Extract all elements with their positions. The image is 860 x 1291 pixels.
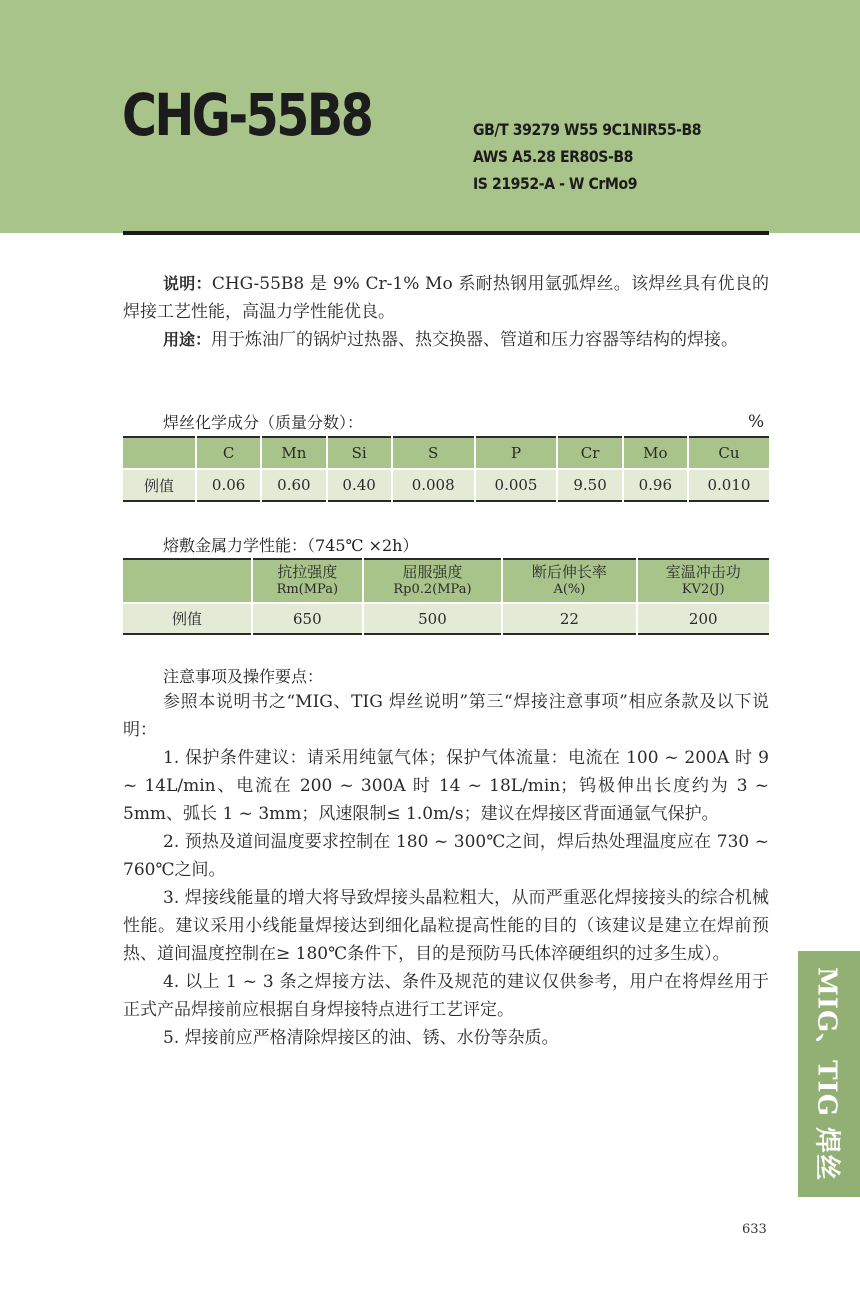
notes-intro: 参照本说明书之“MIG、TIG 焊丝说明”第三“焊接注意事项”相应条款及以下说明： xyxy=(123,692,769,740)
chemical-value-cell: 0.40 xyxy=(327,469,392,501)
mechanical-condition: （745℃ ×2h） xyxy=(307,536,419,555)
mechanical-table xyxy=(123,558,769,635)
chemical-value-cell: 0.60 xyxy=(261,469,326,501)
mechanical-header-name: 断后伸长率 xyxy=(531,563,607,581)
chemical-table xyxy=(123,436,769,502)
chemical-value-cell: 9.50 xyxy=(557,469,622,501)
mechanical-header-cell xyxy=(637,559,770,603)
standard-aws: AWS A5.28 ER80S-B8 xyxy=(473,147,634,166)
mechanical-header-cell xyxy=(502,559,636,603)
mechanical-header-cell xyxy=(363,559,503,603)
mechanical-value-row xyxy=(123,603,769,634)
mechanical-header-row xyxy=(123,559,769,603)
mechanical-row-label: 例值 xyxy=(123,603,252,634)
chemical-row-label: 例值 xyxy=(123,469,196,501)
usage-paragraph xyxy=(123,326,769,354)
mechanical-header-name: 抗拉强度 xyxy=(277,563,338,581)
description-label: 说明： xyxy=(163,274,212,293)
chemical-header-cell: C xyxy=(196,437,261,469)
chemical-header-row xyxy=(123,437,769,469)
page-number: 633 xyxy=(742,1222,767,1237)
product-title: CHG-55B8 xyxy=(122,81,372,149)
chemical-header-cell: Cr xyxy=(557,437,622,469)
notes-item: 5. 焊接前应严格清除焊接区的油、锈、水份等杂质。 xyxy=(163,1028,559,1048)
usage-label: 用途： xyxy=(163,330,212,349)
chemical-value-cell: 0.008 xyxy=(392,469,475,501)
chemical-header-cell xyxy=(123,437,196,469)
mechanical-header-cell xyxy=(252,559,363,603)
standards-list xyxy=(473,116,701,197)
chemical-header-cell: Cu xyxy=(688,437,769,469)
mechanical-header-symbol: A(%) xyxy=(553,582,586,597)
chemical-header-cell: S xyxy=(392,437,475,469)
section-side-tab-label: MIG、TIG 焊丝 xyxy=(811,967,842,1181)
standard-gb: GB/T 39279 W55 9C1NIR55-B8 xyxy=(473,120,702,139)
mechanical-header-symbol: Rp0.2(MPa) xyxy=(393,582,472,597)
mechanical-value-cell: 500 xyxy=(363,603,503,634)
chemical-header-cell: P xyxy=(475,437,558,469)
mechanical-header-blank xyxy=(123,559,252,603)
notes-item: 4. 以上 1 ~ 3 条之焊接方法、条件及规范的建议仅供参考，用户在将焊丝用于正式产品焊接前应根据自身焊接特点进行工艺评定。 xyxy=(123,972,769,1020)
usage-text: 用于炼油厂的锅炉过热器、热交换器、管道和压力容器等结构的焊接。 xyxy=(211,330,739,350)
mechanical-header-name: 室温冲击功 xyxy=(665,563,741,581)
description-paragraph xyxy=(123,270,769,326)
mechanical-value-cell: 200 xyxy=(637,603,770,634)
mechanical-value-cell: 650 xyxy=(252,603,363,634)
notes-body xyxy=(123,688,769,1052)
mechanical-header-symbol: Rm(MPa) xyxy=(276,582,339,597)
header-divider xyxy=(123,231,769,235)
mechanical-header-name: 屈服强度 xyxy=(402,563,463,581)
chemical-unit: % xyxy=(748,412,765,432)
chemical-value-cell: 0.010 xyxy=(688,469,769,501)
mechanical-value-cell: 22 xyxy=(502,603,636,634)
chemical-value-cell: 0.96 xyxy=(623,469,688,501)
chemical-header-cell: Mn xyxy=(261,437,326,469)
standard-is: IS 21952-A - W CrMo9 xyxy=(473,174,638,193)
chemical-title: 焊丝化学成分（质量分数）： xyxy=(163,413,364,432)
chemical-header-cell: Mo xyxy=(623,437,688,469)
mechanical-title-text: 熔敷金属力学性能： xyxy=(163,536,308,555)
notes-item: 1. 保护条件建议：请采用纯氩气体；保护气体流量：电流在 100 ~ 200A 时 9 ~ 14L/min、电流在 200 ~ 300A 时 14 ~ 18L/min；钨极伸出长度约为 3 ~ 5mm、弧长 1 ~ 3mm；风速限制≤ 1.0m/s；建议在焊接区背面通氩气保护。 xyxy=(123,748,769,824)
mechanical-title xyxy=(163,533,418,556)
notes-item: 3. 焊接线能量的增大将导致焊接头晶粒粗大，从而严重恶化焊接接头的综合机械性能。建议采用小线能量焊接达到细化晶粒提高性能的目的（该建议是建立在焊前预热、道间温度控制在≥ 180℃条件下，目的是预防马氏体淬硬组织的过多生成）。 xyxy=(123,888,769,964)
chemical-header-cell: Si xyxy=(327,437,392,469)
notes-item: 2. 预热及道间温度要求控制在 180 ~ 300℃之间，焊后热处理温度应在 730 ~ 760℃之间。 xyxy=(123,832,769,880)
chemical-value-cell: 0.06 xyxy=(196,469,261,501)
notes-title: 注意事项及操作要点： xyxy=(163,667,324,686)
chemical-value-row xyxy=(123,469,769,501)
chemical-value-cell: 0.005 xyxy=(475,469,558,501)
description-text: CHG-55B8 是 9% Cr-1% Mo 系耐热钢用氩弧焊丝。该焊丝具有优良的焊接工艺性能，高温力学性能优良。 xyxy=(123,274,769,322)
mechanical-header-symbol: KV2(J) xyxy=(681,582,725,597)
